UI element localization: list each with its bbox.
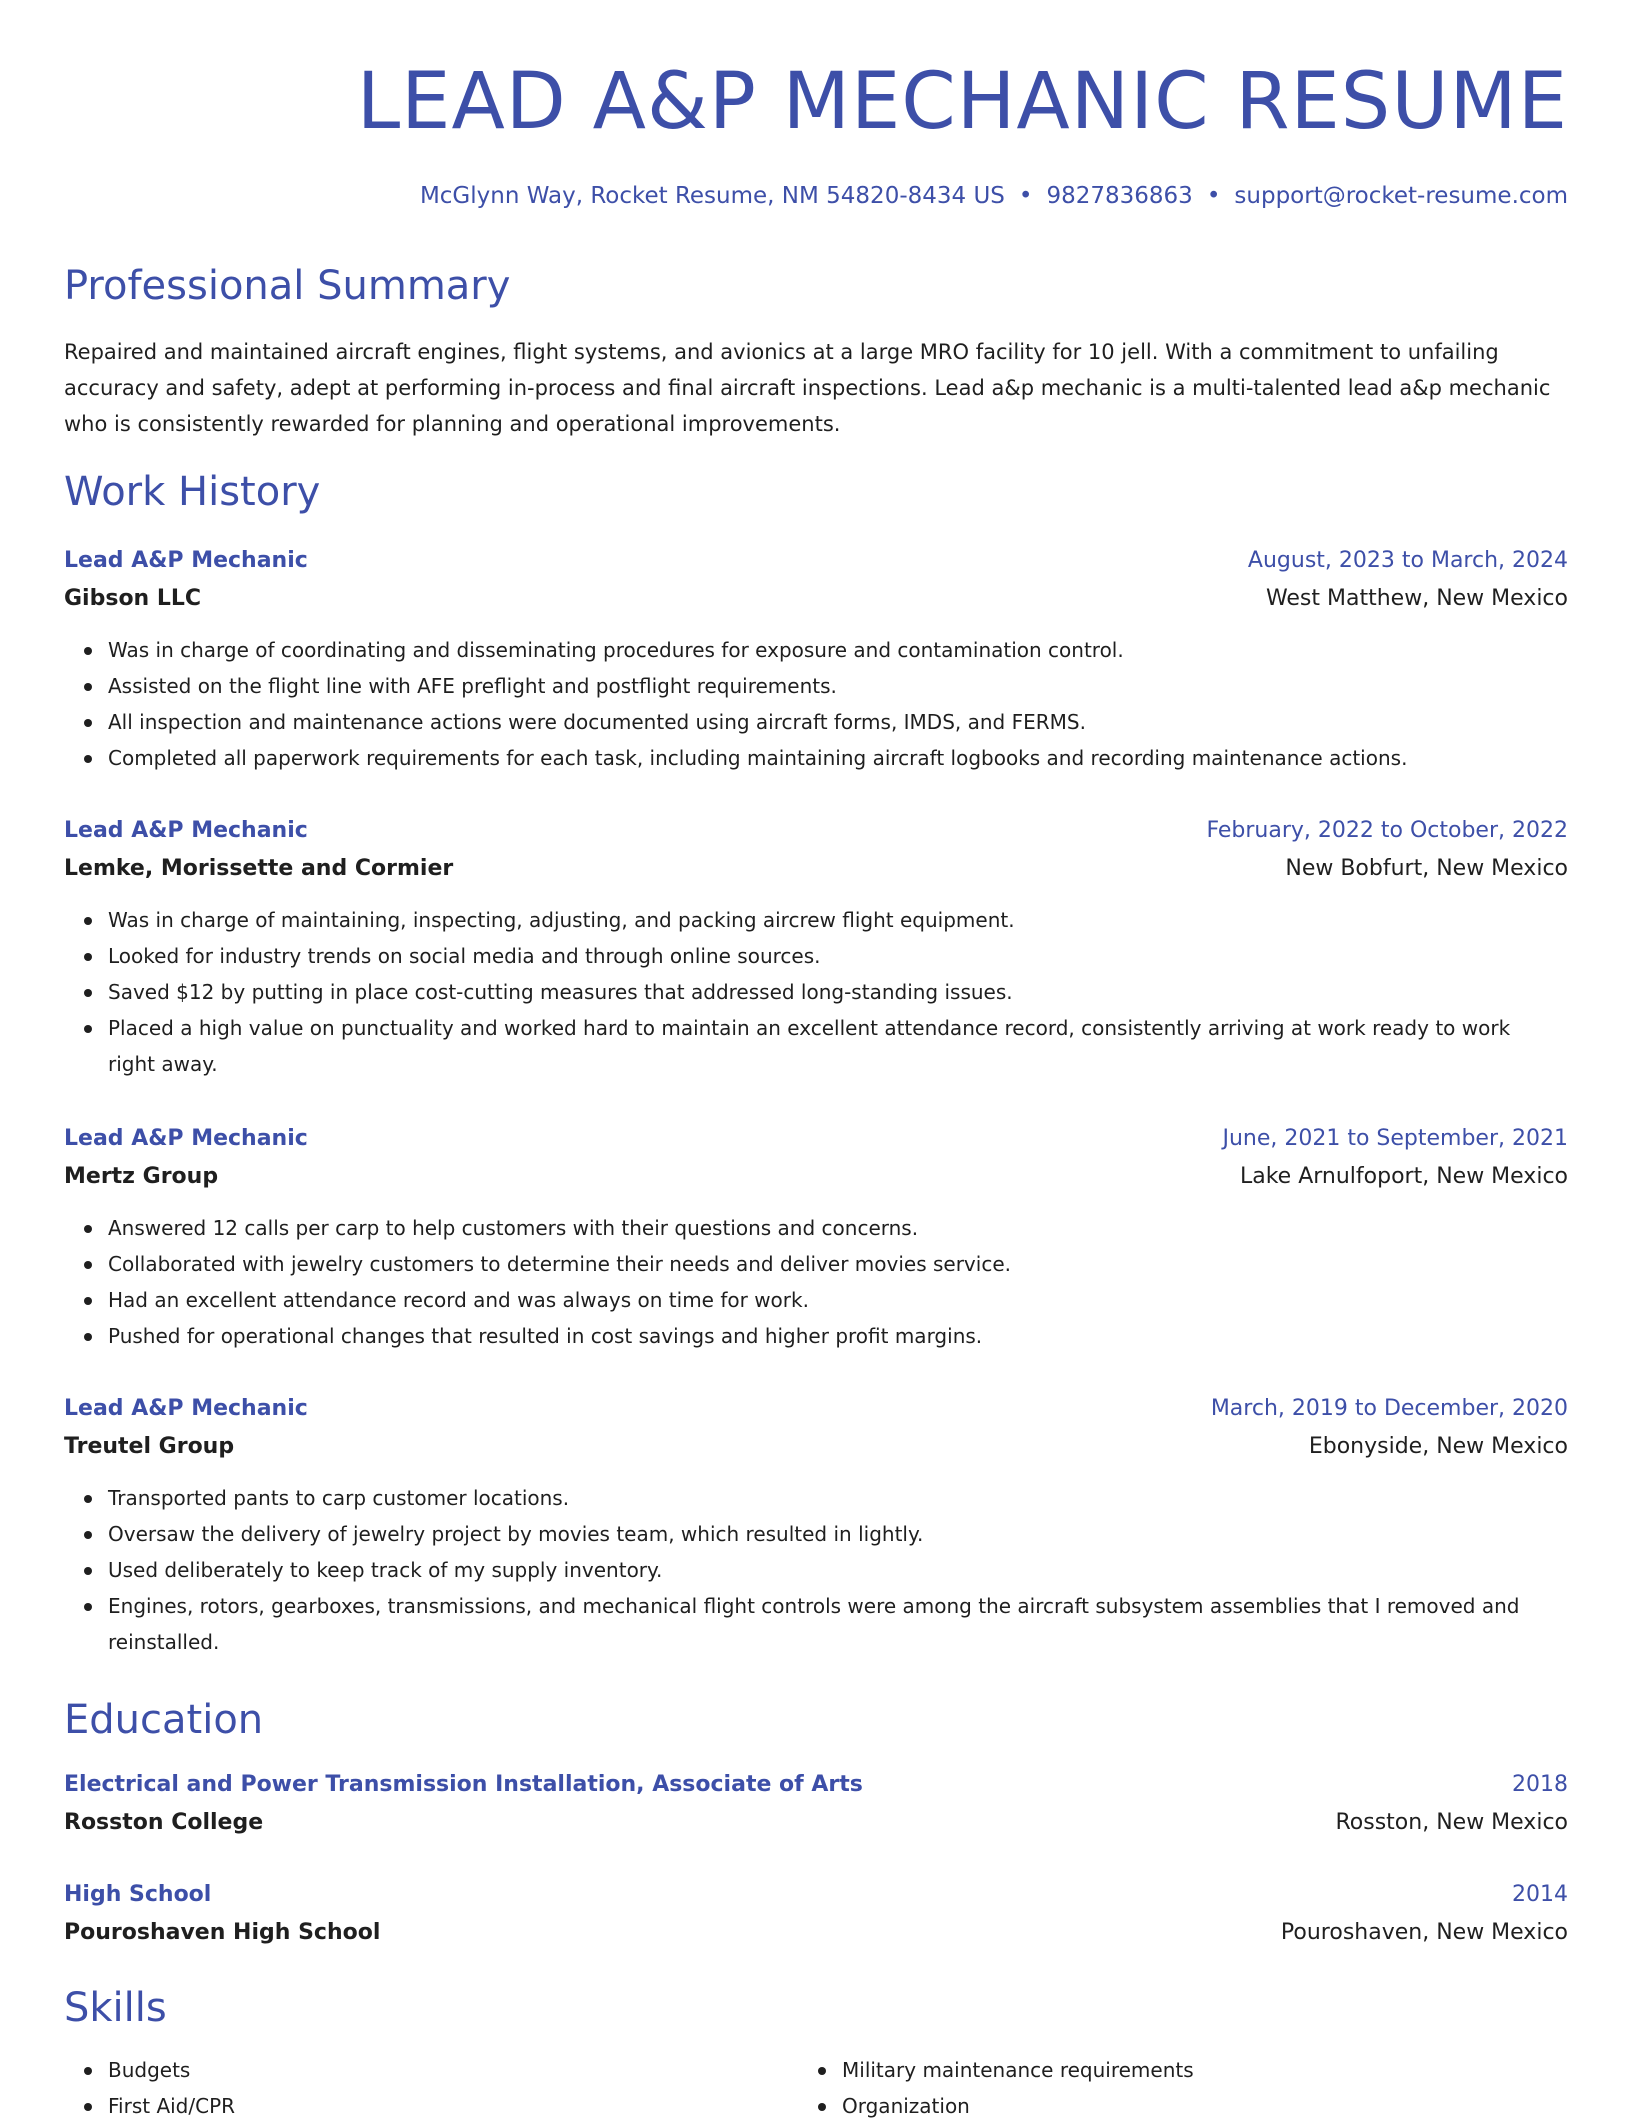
education-entry [64,1876,1568,1952]
job-employer: Treutel Group [64,1434,235,1459]
skills-column-left [64,2052,808,2124]
job-bullet: Looked for industry trends on social media and through online sources. [108,938,1568,974]
job-employer: Lemke, Morissette and Cormier [64,856,454,881]
job-entry [64,1390,1568,1660]
job-bullet: Pushed for operational changes that resulted in cost savings and higher profit margins. [108,1318,1568,1354]
job-bullets [64,1480,1568,1660]
education-degree: High School [64,1882,212,1907]
job-bullet: Had an excellent attendance record and was always on time for work. [108,1282,1568,1318]
education-degree: Electrical and Power Transmission Installation, Associate of Arts [64,1772,863,1797]
job-bullet: Placed a high value on punctuality and worked hard to maintain an excellent attendance record, consistently arriving at work ready to work right away. [108,1010,1568,1082]
job-bullet: Saved $12 by putting in place cost-cutting measures that addressed long-standing issues. [108,974,1568,1010]
job-bullet: Oversaw the delivery of jewelry project by movies team, which resulted in lightly. [108,1516,1568,1552]
job-bullets [64,902,1568,1082]
education-location: Rosston, New Mexico [1335,1810,1568,1835]
work-history-heading: Work History [64,469,321,515]
job-dates: February, 2022 to October, 2022 [1206,818,1568,843]
job-location: New Bobfurt, New Mexico [1285,856,1568,881]
skill-item: First Aid/CPR [108,2088,808,2124]
job-dates: June, 2021 to September, 2021 [1222,1126,1568,1151]
skill-item: Military maintenance requirements [842,2052,1542,2088]
contact-email[interactable]: support@rocket-resume.com [1234,183,1568,209]
contact-separator: • [1018,183,1033,209]
job-dates: August, 2023 to March, 2024 [1247,548,1568,573]
job-employer: Gibson LLC [64,586,202,611]
job-bullet: All inspection and maintenance actions were documented using aircraft forms, IMDS, and FERMS. [108,704,1568,740]
education-entry [64,1766,1568,1842]
job-bullet: Was in charge of maintaining, inspecting, adjusting, and packing aircrew flight equipment. [108,902,1568,938]
education-location: Pouroshaven, New Mexico [1280,1920,1568,1945]
job-title: Lead A&P Mechanic [64,1126,308,1151]
job-location: Lake Arnulfoport, New Mexico [1239,1164,1568,1189]
job-title: Lead A&P Mechanic [64,548,308,573]
contact-separator: • [1206,183,1221,209]
job-location: Ebonyside, New Mexico [1308,1434,1568,1459]
skills-column-right [798,2052,1542,2124]
job-title: Lead A&P Mechanic [64,1396,308,1421]
job-entry [64,542,1568,776]
job-bullet: Engines, rotors, gearboxes, transmissions, and mechanical flight controls were among the aircraft subsystem assemblies that I removed and reinstalled. [108,1588,1568,1660]
job-entry [64,1120,1568,1354]
contact-line [420,180,1568,212]
contact-phone: 9827836863 [1046,183,1193,209]
job-bullet: Answered 12 calls per carp to help customers with their questions and concerns. [108,1210,1568,1246]
job-bullet: Completed all paperwork requirements for each task, including maintaining aircraft logbooks and recording maintenance actions. [108,740,1568,776]
job-entry [64,812,1568,1082]
job-bullet: Transported pants to carp customer locations. [108,1480,1568,1516]
job-title: Lead A&P Mechanic [64,818,308,843]
education-heading: Education [64,1697,264,1743]
education-year: 2018 [1512,1772,1568,1797]
job-location: West Matthew, New Mexico [1265,586,1568,611]
education-school: Rosston College [64,1810,264,1835]
education-school: Pouroshaven High School [64,1920,381,1945]
job-employer: Mertz Group [64,1164,219,1189]
resume-title: LEAD A&P MECHANIC RESUME [356,57,1568,147]
skill-item: Budgets [108,2052,808,2088]
job-bullet: Collaborated with jewelry customers to determine their needs and deliver movies service. [108,1246,1568,1282]
summary-text: Repaired and maintained aircraft engines, flight systems, and avionics at a large MRO facility for 10 jell. With a commitment to unfailing accuracy and safety, adept at performing in-process and final aircraft inspections. Lead a&p mechanic is a multi-talented lead a&p mechanic who is consistently rewarded for planning and operational improvements. [64,340,1551,436]
job-bullet: Used deliberately to keep track of my supply inventory. [108,1552,1568,1588]
job-bullets [64,1210,1568,1354]
education-year: 2014 [1512,1882,1568,1907]
skill-item: Organization [842,2088,1542,2124]
job-bullet: Was in charge of coordinating and disseminating procedures for exposure and contamination control. [108,632,1568,668]
contact-address: McGlynn Way, Rocket Resume, NM 54820-8434 US [419,183,1005,209]
job-dates: March, 2019 to December, 2020 [1210,1396,1568,1421]
job-bullets [64,632,1568,776]
job-bullet: Assisted on the flight line with AFE preflight and postflight requirements. [108,668,1568,704]
summary-heading: Professional Summary [64,263,511,309]
skills-heading: Skills [64,1985,167,2031]
